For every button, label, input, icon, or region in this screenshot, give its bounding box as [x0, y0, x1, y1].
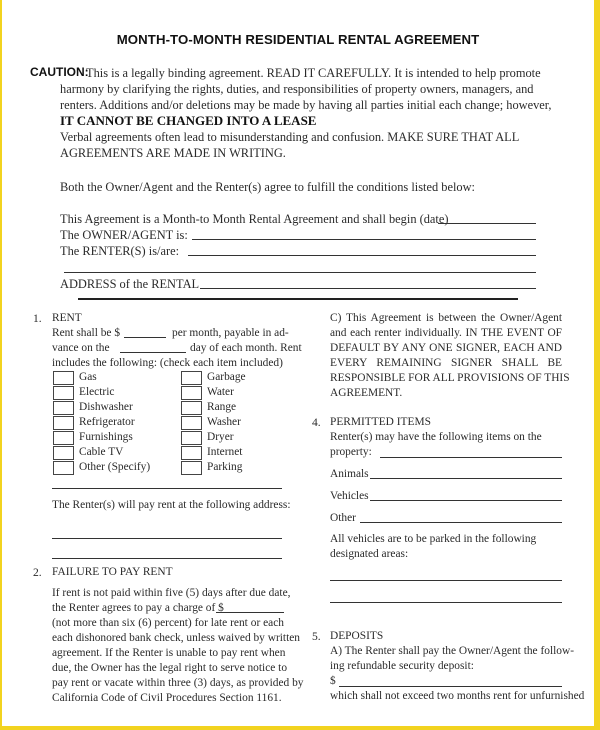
internet-label: Internet — [207, 446, 243, 458]
rent-heading: RENT — [52, 312, 82, 324]
electric-checkbox[interactable] — [53, 386, 74, 400]
payment-address-field-2[interactable] — [52, 558, 282, 559]
renter-field-extra[interactable] — [64, 272, 536, 273]
renter-label: The RENTER(S) is/are: — [60, 244, 180, 258]
agreement-begin-label: This Agreement is a Month-to Month Rental Agreement and shall begin (date) — [60, 212, 449, 226]
rent-amount-field[interactable] — [124, 337, 166, 338]
parking-line-2: designated areas: — [330, 548, 409, 560]
refrigerator-label: Refrigerator — [79, 416, 135, 428]
permitted-line-2: property: — [330, 446, 372, 458]
rent-line-1a: Rent shall be $ — [52, 327, 121, 339]
other-specify-field[interactable] — [52, 488, 282, 489]
parking-checkbox[interactable] — [181, 461, 202, 475]
rent-line-2a: vance on the — [52, 342, 110, 354]
water-checkbox[interactable] — [181, 386, 202, 400]
renter-field[interactable] — [188, 255, 536, 256]
water-label: Water — [207, 386, 234, 398]
deposit-dollar-sign: $ — [330, 675, 336, 687]
vehicles-field[interactable] — [370, 500, 562, 501]
clause-c-line-6: AGREEMENT. — [330, 387, 403, 399]
parking-label: Parking — [207, 461, 243, 473]
clause-c-line-5: RESPONSIBLE FOR ALL PROVISIONS OF THIS — [330, 372, 570, 384]
refrigerator-checkbox[interactable] — [53, 416, 74, 430]
payment-address-label: The Renter(s) will pay rent at the following address: — [52, 499, 291, 511]
deposits-line-2: ing refundable security deposit: — [330, 660, 474, 672]
animals-label: Animals — [330, 468, 369, 480]
lease-warning: IT CANNOT BE CHANGED INTO A LEASE — [60, 113, 317, 128]
dishwasher-checkbox[interactable] — [53, 401, 74, 415]
clause-c-line-3: DEFAULT BY ANY ONE SIGNER, EACH AND — [330, 342, 562, 354]
rent-number: 1. — [33, 312, 42, 325]
permitted-line-1: Renter(s) may have the following items on the — [330, 431, 542, 443]
other-items-field[interactable] — [360, 522, 562, 523]
section-divider — [78, 298, 518, 300]
caution-line-2: harmony by clarifying the rights, duties, and responsibilities of property owners, managers, and — [60, 82, 534, 96]
cable-tv-checkbox[interactable] — [53, 446, 74, 460]
rental-address-field[interactable] — [200, 288, 536, 289]
parking-area-field-2[interactable] — [330, 602, 562, 603]
gas-checkbox[interactable] — [53, 371, 74, 385]
dryer-label: Dryer — [207, 431, 234, 443]
washer-label: Washer — [207, 416, 241, 428]
rent-line-3: includes the following: (check each item included) — [52, 357, 283, 369]
failure-line-8: California Code of Civil Procedures Section 1161. — [52, 692, 282, 704]
vehicles-label: Vehicles — [330, 490, 369, 502]
other-label: Other (Specify) — [79, 461, 151, 473]
failure-line-6: due, the Owner has the legal right to serve notice to — [52, 662, 288, 674]
gas-label: Gas — [79, 371, 97, 383]
range-checkbox[interactable] — [181, 401, 202, 415]
caution-line-4: Verbal agreements often lead to misunderstanding and confusion. MAKE SURE THAT ALL — [60, 130, 520, 144]
owner-agent-field[interactable] — [192, 239, 536, 240]
deposits-heading: DEPOSITS — [330, 630, 384, 642]
electric-label: Electric — [79, 386, 115, 398]
parties-intro: Both the Owner/Agent and the Renter(s) agree to fulfill the conditions listed below: — [60, 180, 475, 194]
document-page — [2, 0, 594, 726]
clause-c-line-4: EVERY REMAINING SIGNER SHALL BE — [330, 357, 562, 369]
washer-checkbox[interactable] — [181, 416, 202, 430]
caution-line-3: renters. Additions and/or deletions may be made by having all parties initial each change; however, — [60, 98, 552, 112]
begin-date-field[interactable] — [438, 223, 536, 224]
dishwasher-label: Dishwasher — [79, 401, 133, 413]
failure-heading: FAILURE TO PAY RENT — [52, 566, 173, 578]
range-label: Range — [207, 401, 237, 413]
late-charge-field[interactable] — [216, 612, 284, 613]
failure-line-1: If rent is not paid within five (5) days after due date, — [52, 587, 291, 599]
deposits-line-1: A) The Renter shall pay the Owner/Agent the follow- — [330, 645, 574, 657]
other-items-label: Other — [330, 512, 356, 524]
caution-label: CAUTION: — [30, 65, 89, 79]
document-title: MONTH-TO-MONTH RESIDENTIAL RENTAL AGREEMENT — [116, 32, 480, 47]
property-items-field[interactable] — [380, 457, 562, 458]
dryer-checkbox[interactable] — [181, 431, 202, 445]
clause-c-line-2: and each renter individually. IN THE EVENT OF — [330, 327, 562, 339]
failure-line-4: each dishonored bank check, unless waived by written — [52, 632, 300, 644]
furnishings-label: Furnishings — [79, 431, 133, 443]
animals-field[interactable] — [370, 478, 562, 479]
other-checkbox[interactable] — [53, 461, 74, 475]
failure-number: 2. — [33, 566, 42, 579]
parking-line-1: All vehicles are to be parked in the following — [330, 533, 537, 545]
failure-line-2: the Renter agrees to pay a charge of $ — [52, 602, 224, 614]
caution-line-5: AGREEMENTS ARE MADE IN WRITING. — [60, 146, 286, 160]
furnishings-checkbox[interactable] — [53, 431, 74, 445]
deposit-amount-field[interactable] — [339, 686, 562, 687]
rental-address-label: ADDRESS of the RENTAL — [60, 277, 200, 291]
parking-area-field-1[interactable] — [330, 580, 562, 581]
internet-checkbox[interactable] — [181, 446, 202, 460]
garbage-checkbox[interactable] — [181, 371, 202, 385]
cable-tv-label: Cable TV — [79, 446, 124, 458]
deposits-number: 5. — [312, 630, 321, 643]
failure-line-7: pay rent or vacate within three (3) days, as provided by — [52, 677, 304, 689]
rent-line-2b: day of each month. Rent — [190, 342, 302, 354]
failure-line-5: agreement. If the Renter is unable to pay rent when — [52, 647, 286, 659]
failure-line-3: (not more than six (6) percent) for late rent or each — [52, 617, 284, 629]
caution-line-1: This is a legally binding agreement. READ IT CAREFULLY. It is intended to help promote — [86, 66, 541, 80]
permitted-number: 4. — [312, 416, 321, 429]
rent-due-day-field[interactable] — [120, 352, 186, 353]
rent-line-1b: per month, payable in ad- — [172, 327, 289, 339]
permitted-heading: PERMITTED ITEMS — [330, 416, 431, 428]
owner-agent-label: The OWNER/AGENT is: — [60, 228, 188, 242]
garbage-label: Garbage — [207, 371, 246, 383]
payment-address-field-1[interactable] — [52, 538, 282, 539]
deposits-line-4: which shall not exceed two months rent for unfurnished — [330, 690, 585, 702]
clause-c-line-1: C) This Agreement is between the Owner/Agent — [330, 312, 562, 324]
